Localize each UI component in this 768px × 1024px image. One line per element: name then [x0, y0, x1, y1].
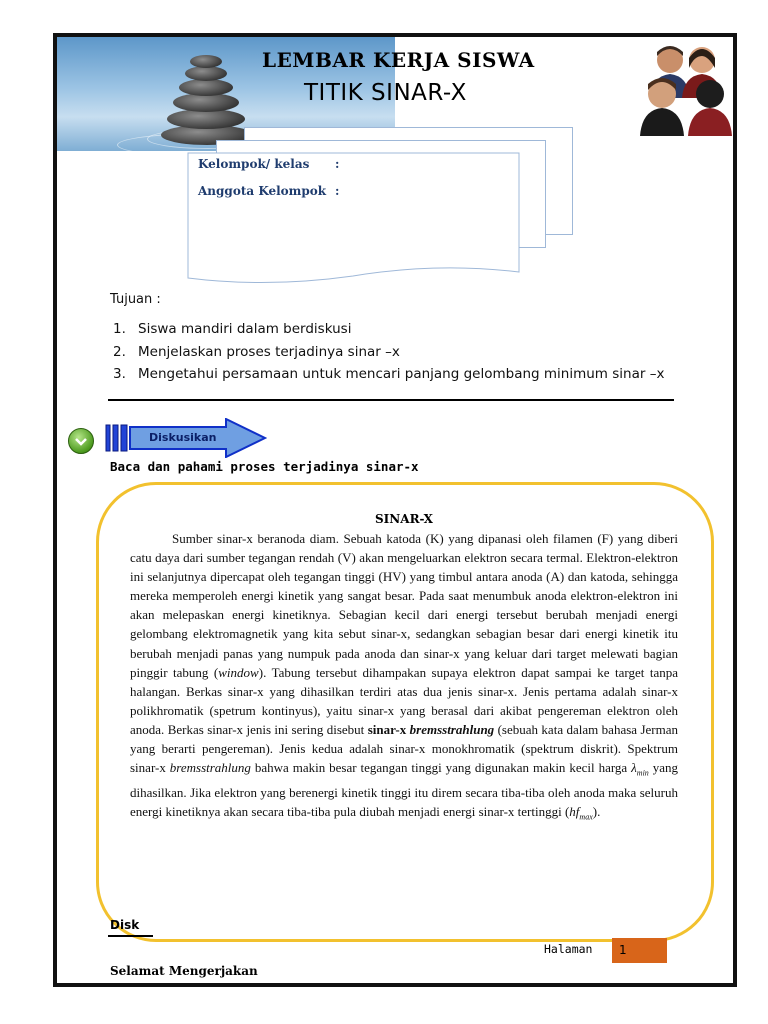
green-bullet-icon [68, 428, 94, 454]
worksheet-title: LEMBAR KERJA SISWA [262, 48, 535, 72]
worksheet-subtitle: TITIK SINAR-X [304, 80, 467, 106]
stone [185, 66, 227, 81]
list-item [113, 321, 664, 344]
page-label: Halaman [544, 942, 593, 956]
group-class-label: Kelompok/ kelas [198, 157, 310, 171]
list-text: Menjelaskan proses terjadinya sinar –x [138, 343, 400, 360]
group-people-icon [636, 38, 734, 136]
reading-text: Sumber sinar-x beranoda diam. Sebuah katoda (K) yang dipanasi oleh filamen (F) yang diberi catu daya dari sumber tegangan rendah (V) akan mengeluarkan elektron secara termal. Elektron-elektron ini selanjutnya dipercapat oleh tegangan tinggi (HV) yang timbul antara anoda (A) dan katoda, sehingga mereka memperoleh energi kinetik yang sangat besar. Pada saat menumbuk anoda elektron-elektron ini akan melepaskan energi kinetiknya. Sebagian kecil dari energi tersebut berubah menjadi energi gelombang elektromagnetik yang kita sebut sinar-x, sedangkan sebagian besar dari energi kinetik itu berubah menjadi panas yang numpuk pada anoda dan sinar-x yang keluar dari target melewati bagian pinggir tabung (window). Tabung tersebut dihampakan supaya elektron dapat sampai ke target tanpa halangan. Berkas sinar-x yang dihasilkan terdiri atas dua jenis sinar-x. Jenis pertama adalah sinar-x polikhromatik (spetrum kontinyus), yaitu sinar-x yang berasal dari akibat pengereman elektron oleh anoda. Berkas sinar-x jenis ini sering disebut sinar-x bremsstrahlung (sebuah kata dalam bahasa Jerman yang berarti pengereman). Jenis kedua adalah sinar-x monokhromatik (spektrum diskrit). Spektrum sinar-x bremsstrahlung bahwa makin besar tegangan tinggi yang digunakan makin kecil harga $\lambda_{min}$ yang dihasilkan. Jika elektron yang berenergi kinetik tinggi itu direm secara tiba-tiba oleh anoda maka seluruh energi kinetiknya akan secara tiba-tiba pula diubah menjadi energi sinar-x tertinggi $(hf_{max})$. [130, 531, 679, 822]
closing-text: Selamat Mengerjakan [110, 964, 258, 978]
discuss-button[interactable]: Diskusikan [149, 431, 217, 444]
page-number-badge: 1 [612, 938, 667, 963]
list-text: Mengetahui persamaan untuk mencari panjang gelombang minimum sinar –x [138, 366, 665, 382]
list-item [113, 344, 664, 367]
list-item [113, 366, 664, 389]
reading-instruction: Baca dan pahami proses terjadinya sinar-x [110, 459, 419, 474]
hidden-section-heading: Disk [110, 918, 140, 932]
stone [167, 109, 245, 129]
group-info-card [187, 152, 521, 286]
stone [179, 79, 233, 96]
objectives-list [113, 321, 664, 389]
list-text: Siswa mandiri dalam berdiskusi [138, 321, 352, 337]
stone [190, 55, 222, 68]
section-divider [108, 399, 674, 401]
members-label: Anggota Kelompok [198, 184, 327, 198]
list-number: 2. [113, 343, 126, 360]
objectives-heading: Tujuan : [110, 292, 161, 307]
list-number: 3. [113, 366, 126, 382]
list-number: 1. [113, 321, 126, 337]
members-field[interactable]: : [335, 184, 340, 198]
section-underline [108, 935, 153, 937]
group-class-field[interactable]: : [335, 157, 340, 171]
reading-title: SINAR-X [375, 512, 433, 526]
